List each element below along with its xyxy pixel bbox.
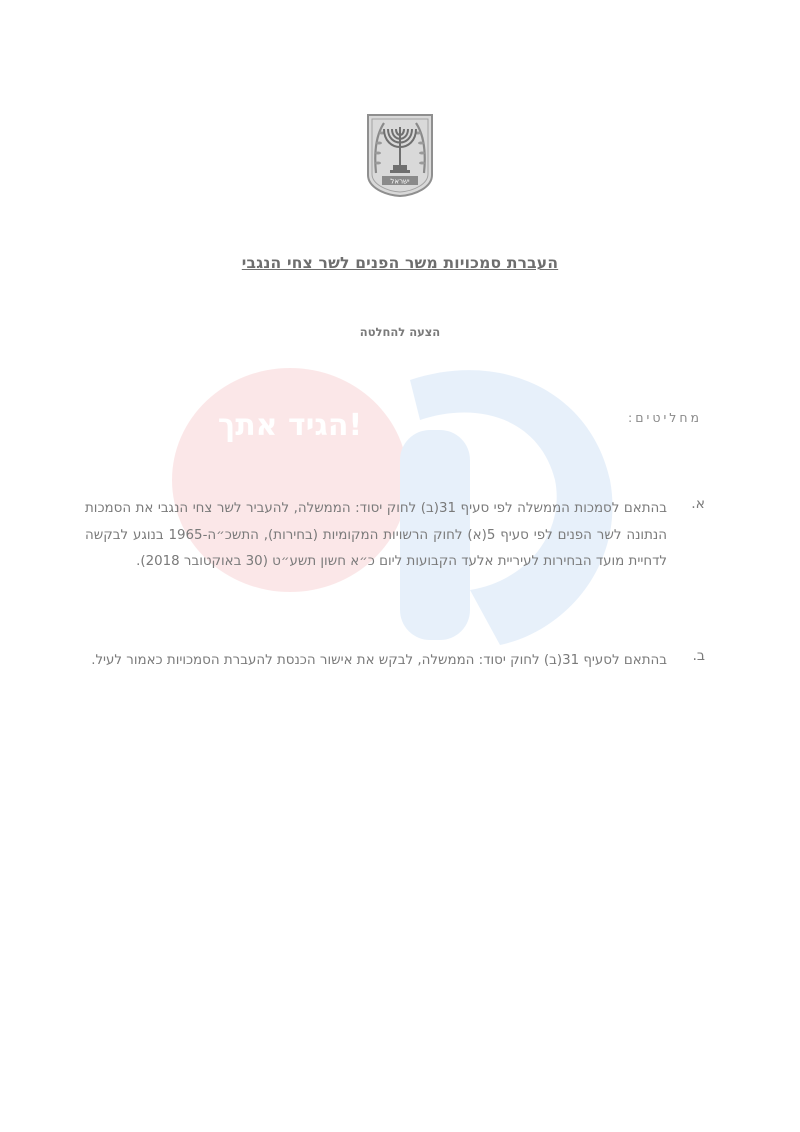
svg-text:ישראל: ישראל bbox=[390, 177, 410, 186]
item-marker: ב. bbox=[692, 648, 705, 664]
decision-item bbox=[85, 496, 705, 606]
item-text: בהתאם לסמכות הממשלה לפי סעיף 31(ב) לחוק יסוד: הממשלה, להעביר לשר צחי הנגבי את הסמכות הנתונה לשר הפנים לפי סעיף 5(א) לחוק הרשויות המקומיות (בחירות), התשכ״ה-1965 בנוגע לבקשה לדחיית מועד הבחירות לעיריית אלעד הקבועות ליום כ״א חשון תשע״ט (30 באוקטובר 2018). bbox=[85, 501, 667, 569]
state-emblem-icon bbox=[366, 113, 434, 197]
item-text: בהתאם לסעיף 31(ב) לחוק יסוד: הממשלה, לבקש את אישור הכנסת להעברת הסמכויות כאמור לעיל. bbox=[91, 653, 667, 668]
decision-item bbox=[85, 648, 705, 708]
decided-label: מחליטים: bbox=[628, 410, 702, 425]
item-marker: א. bbox=[691, 496, 705, 512]
document-subtitle: הצעה להחלטה bbox=[359, 325, 441, 339]
svg-text:הגיד אתך!: הגיד אתך! bbox=[217, 408, 363, 443]
document-title: העברת סמכויות משר הפנים לשר צחי הנגבי bbox=[241, 254, 559, 272]
